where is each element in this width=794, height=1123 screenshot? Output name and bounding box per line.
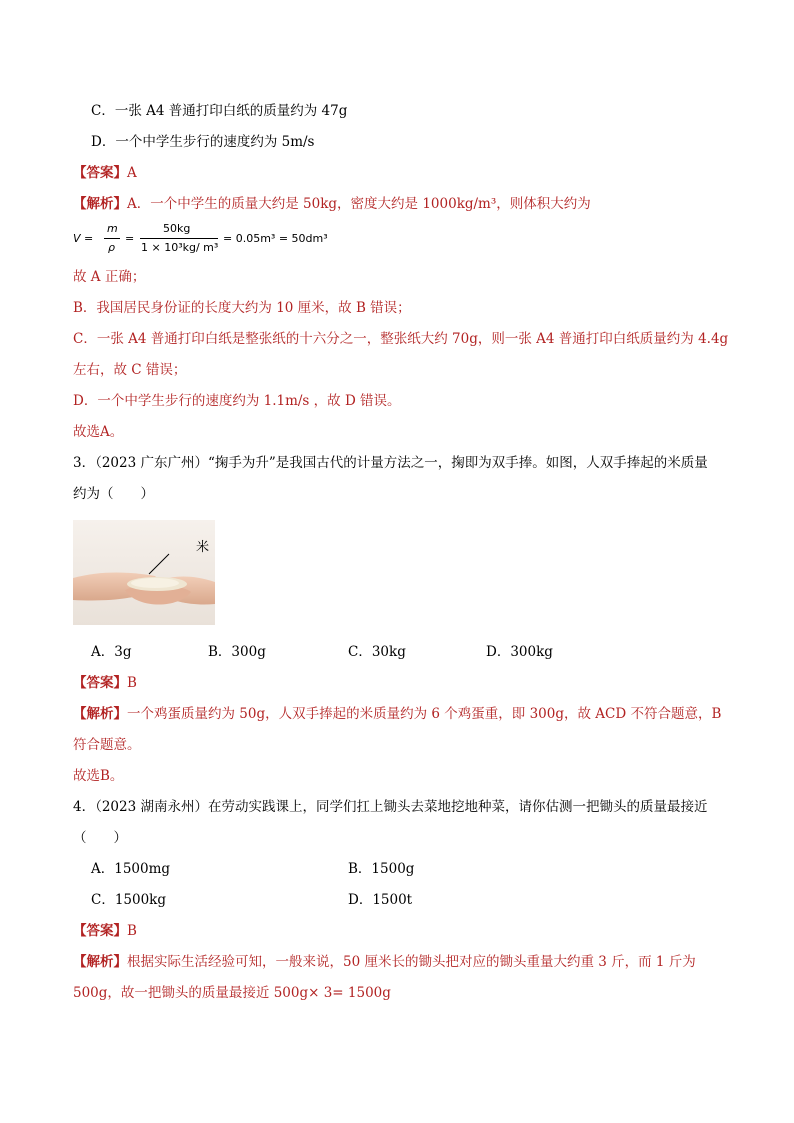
q3-option-c: C．30kg [348, 644, 406, 660]
answer-row [73, 163, 137, 183]
q4-option-c: C．1500kg [91, 892, 167, 908]
q3-stem-line2: 约为（ ） [73, 486, 154, 502]
formula-lhs: V = [73, 232, 94, 245]
option-d: D．一个中学生步行的速度约为 5m/s [91, 134, 315, 150]
analysis-b: B．我国居民身份证的长度大约为 10 厘米，故 B 错误； [73, 300, 411, 316]
volume-formula [73, 222, 373, 258]
answer-tag: 【答案】 [73, 675, 127, 691]
rice-hands-image [73, 520, 215, 625]
analysis-c-line2: 左右，故 C 错误； [73, 362, 187, 378]
q4-analysis-line1 [73, 952, 696, 972]
analysis-a [73, 194, 591, 214]
fraction-bar [140, 238, 218, 239]
formula-eq1: = [125, 232, 135, 245]
q3-option-b: B．300g [208, 644, 266, 660]
q4-answer-row [73, 921, 137, 941]
q3-option-a: A．3g [91, 644, 132, 660]
analysis-tag: 【解析】 [73, 954, 127, 970]
q4-option-d: D．1500t [348, 892, 413, 908]
a-correct: 故 A 正确； [73, 269, 146, 285]
answer-value: A [127, 165, 137, 181]
q3-choose-text: 故选B。 [73, 768, 124, 784]
analysis-text: 一个鸡蛋质量约为 50g，人双手捧起的米质量约为 6 个鸡蛋重，即 300g，故 ACD 不符合题意，B [127, 706, 722, 722]
answer-value: B [127, 923, 137, 939]
answer-tag: 【答案】 [73, 165, 127, 181]
q4-stem-line2: （ ） [73, 830, 127, 846]
answer-tag: 【答案】 [73, 923, 127, 939]
rice-label: 米 [196, 540, 210, 555]
q4-stem-line1: 4．（2023 湖南永州）在劳动实践课上，同学们扛上锄头去菜地挖地种菜，请你估测一把锄头的质量最接近 [73, 799, 708, 815]
choose-text: 故选A。 [73, 424, 124, 440]
q4-analysis-line2: 500g，故一把锄头的质量最接近 500g× 3= 1500g [73, 985, 391, 1001]
q4-option-a: A．1500mg [91, 861, 171, 877]
q3-answer-row [73, 673, 137, 693]
formula-frac1-den: ρ [108, 241, 115, 254]
q3-analysis-line2: 符合题意。 [73, 737, 141, 753]
q3-analysis-line1 [73, 704, 721, 724]
analysis-text: 根据实际生活经验可知，一般来说，50 厘米长的锄头把对应的锄头重量大约重 3 斤，而 1 斤为 [127, 954, 696, 970]
formula-frac2-num: 50kg [163, 222, 191, 235]
q4-option-b: B．1500g [348, 861, 415, 877]
option-c: C．一张 A4 普通打印白纸的质量约为 47g [91, 103, 348, 119]
analysis-tag: 【解析】 [73, 196, 127, 212]
answer-value: B [127, 675, 137, 691]
analysis-a-text: A．一个中学生的质量大约是 50kg，密度大约是 1000kg/m³，则体积大约为 [127, 196, 591, 212]
analysis-d: D．一个中学生步行的速度约为 1.1m/s ，故 D 错误。 [73, 393, 401, 409]
formula-rest: = 0.05m³ = 50dm³ [223, 232, 328, 245]
fraction-bar [104, 238, 120, 239]
q3-stem-line1: 3．（2023 广东广州）“掬手为升”是我国古代的计量方法之一，掬即为双手捧。如图，人双手捧起的米质量 [73, 455, 708, 471]
analysis-tag: 【解析】 [73, 706, 127, 722]
formula-frac2-den: 1 × 10³kg/ m³ [141, 241, 219, 254]
q3-option-d: D．300kg [486, 644, 553, 660]
formula-frac1-num: m [107, 222, 118, 235]
analysis-c-line1: C．一张 A4 普通打印白纸是整张纸的十六分之一，整张纸大约 70g，则一张 A4 普通打印白纸质量约为 4.4g [73, 331, 729, 347]
